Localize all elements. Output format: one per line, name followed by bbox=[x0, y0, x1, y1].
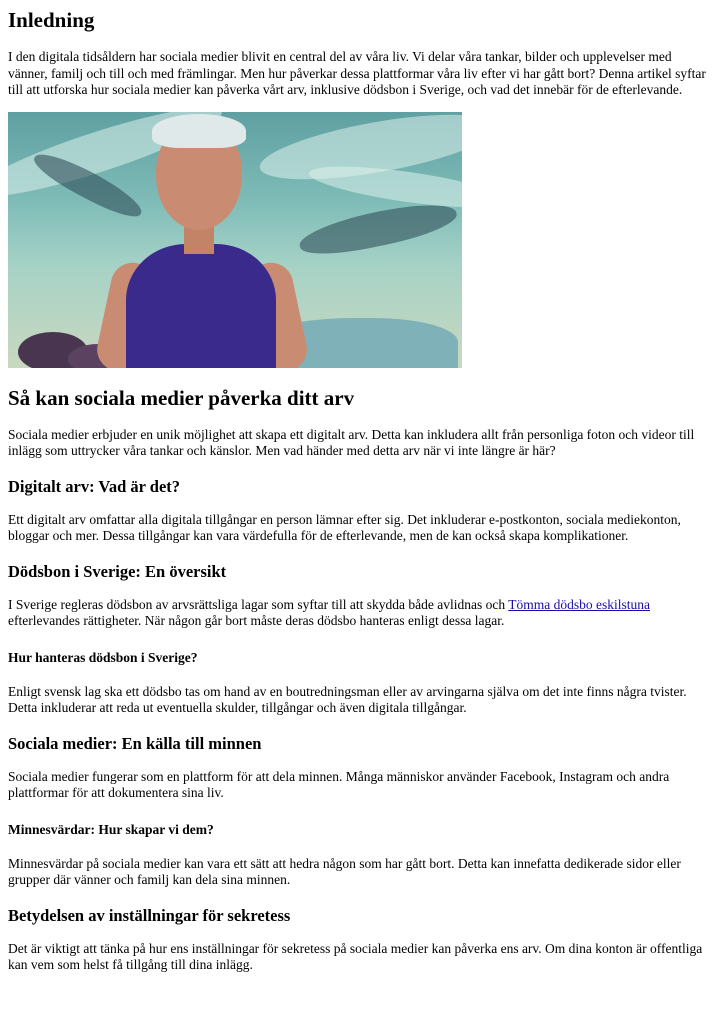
section-minnen-paragraph: Sociala medier fungerar som en plattform för att dela minnen. Många människor använder Facebook, Instagram och andra plattformar för att dokumentera sina liv. bbox=[8, 768, 670, 800]
section-arv-paragraph: Sociala medier erbjuder en unik möjlighet att skapa ett digitalt arv. Detta kan inkludera allt från personliga foton och videor till inlägg som uttrycker våra tankar och känslor. Men vad händer med detta arv när vi inte längre är här? bbox=[8, 426, 695, 458]
hero-image bbox=[8, 112, 462, 368]
section-minnen-heading: Sociala medier: En källa till minnen bbox=[8, 733, 262, 753]
intro-heading: Inledning bbox=[8, 8, 95, 32]
section-hantering-heading: Hur hanteras dödsbon i Sverige? bbox=[8, 649, 198, 665]
section-digitalt-heading: Digitalt arv: Vad är det? bbox=[8, 476, 181, 496]
section-dodsbon-text-before: I Sverige regleras dödsbon av arvsrättsliga lagar som syftar till att skydda både avlidnas och bbox=[8, 596, 509, 612]
section-sekretess-paragraph: Det är viktigt att tänka på hur ens inställningar för sekretess på sociala medier kan påverka ens arv. Om dina konton är offentliga kan vem som helst få tillgång till dina inlägg. bbox=[8, 940, 703, 972]
section-dodsbon-paragraph bbox=[8, 597, 712, 630]
tomma-dodsbo-link[interactable]: Tömma dödsbo eskilstuna bbox=[508, 596, 650, 612]
section-dodsbon-text-after: efterlevandes rättigheter. När någon går bort måste deras dödsbo hanteras enligt dessa lagar. bbox=[8, 613, 505, 628]
section-digitalt-paragraph: Ett digitalt arv omfattar alla digitala tillgångar en person lämnar efter sig. Det inkluderar e-postkonton, sociala mediekonton, bloggar och mer. Dessa tillgångar kan vara värdefulla för de efterlevande, men de kan också skapa komplikationer. bbox=[8, 511, 681, 543]
section-arv-heading: Så kan sociala medier påverka ditt arv bbox=[8, 385, 355, 410]
section-hantering-paragraph: Enligt svensk lag ska ett dödsbo tas om hand av en boutredningsman eller av arvingarna själva om det inte finns några tvister. Detta inkluderar att reda ut eventuella skulder, tillgångar och även digitala tillgångar. bbox=[8, 683, 687, 715]
article bbox=[0, 8, 720, 974]
section-dodsbon-heading: Dödsbon i Sverige: En översikt bbox=[8, 561, 227, 581]
section-minnesvardar-paragraph: Minnesvärdar på sociala medier kan vara ett sätt att hedra någon som har gått bort. Detta kan innefatta dedikerade sidor eller grupper där vänner och familj kan dela sina minnen. bbox=[8, 855, 681, 887]
section-minnesvardar-heading: Minnesvärdar: Hur skapar vi dem? bbox=[8, 821, 214, 837]
section-sekretess-heading: Betydelsen av inställningar för sekretess bbox=[8, 905, 291, 925]
intro-paragraph: I den digitala tidsåldern har sociala medier blivit en central del av våra liv. Vi delar våra tankar, bilder och upplevelser med vänner, familj och till och med främlingar. Men hur påverkar dessa plattformar våra liv efter vi har gått bort? Denna artikel syftar till att utforska hur sociala medier kan påverka vårt arv, inklusive dödsbon i Sverige, och vad det innebär för de efterlevande. bbox=[8, 49, 706, 97]
